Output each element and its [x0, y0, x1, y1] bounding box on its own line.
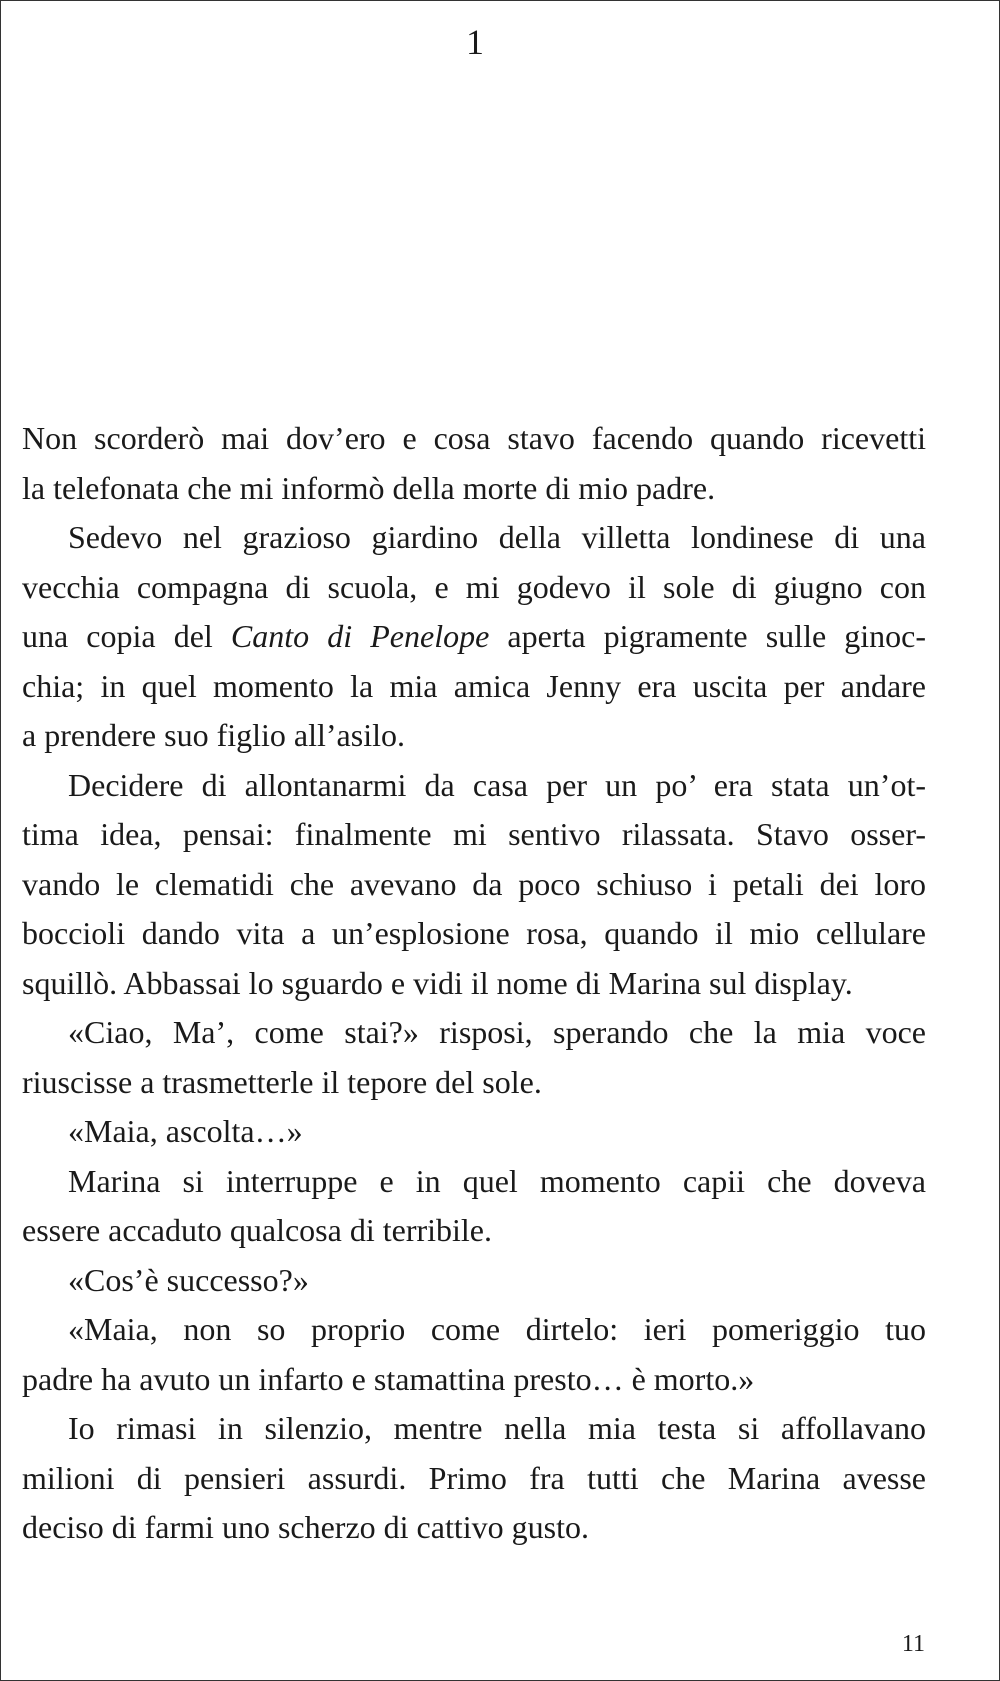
paragraph: [22, 414, 926, 513]
paragraph: [22, 1305, 926, 1404]
text-segment: aperta pigramente sulle ginoc-: [489, 618, 927, 654]
text-line: «Ciao, Ma’, come stai?» risposi, sperando che la mia voce: [68, 1014, 926, 1050]
text-line: chia; in quel momento la mia amica Jenny era uscita per andare: [22, 667, 926, 704]
chapter-body-text: [22, 414, 926, 1553]
paragraph: [22, 513, 926, 761]
paragraph: [22, 761, 926, 1009]
paragraph: [22, 1107, 926, 1157]
text-line: essere accaduto qualcosa di terribile.: [22, 1212, 492, 1248]
paragraph: [22, 1404, 926, 1553]
text-line: riuscisse a trasmetterle il tepore del sole.: [22, 1063, 542, 1100]
text-line: boccioli dando vita a un’esplosione rosa, quando il mio cellulare: [22, 915, 926, 951]
text-line: deciso di farmi uno scherzo di cattivo gusto.: [22, 1509, 589, 1545]
text-line: la telefonata che mi informò della morte di mio padre.: [22, 469, 716, 506]
paragraph: [22, 1157, 926, 1256]
text-line: Non scorderò mai dov’ero e cosa stavo facendo quando ricevetti: [22, 420, 926, 456]
chapter-number: 1: [466, 22, 484, 62]
text-line: «Maia, non so proprio come dirtelo: ieri pomeriggio tuo: [68, 1311, 926, 1347]
text-line: vecchia compagna di scuola, e mi godevo il sole di giugno con: [22, 568, 926, 605]
paragraph: [22, 1008, 926, 1107]
book-title: Canto di Penelope: [230, 618, 490, 654]
page-number: 11: [901, 1631, 925, 1657]
text-line: padre ha avuto un infarto e stamattina presto… è morto.»: [22, 1360, 755, 1397]
text-line: [22, 612, 926, 662]
text-line: squillò. Abbassai lo sguardo e vidi il nome di Marina sul display.: [22, 964, 853, 1001]
text-line: Io rimasi in silenzio, mentre nella mia testa si affollavano: [68, 1410, 926, 1446]
text-line: Marina si interruppe e in quel momento capii che doveva: [68, 1162, 926, 1199]
text-line: Sedevo nel grazioso giardino della villetta londinese di una: [68, 519, 926, 555]
paragraph: [22, 1256, 926, 1306]
text-line: Decidere di allontanarmi da casa per un po’ era stata un’ot-: [68, 766, 926, 803]
text-line: vando le clematidi che avevano da poco schiuso i petali dei loro: [22, 865, 926, 902]
text-line: «Cos’è successo?»: [68, 1261, 309, 1298]
text-line: a prendere suo figlio all’asilo.: [22, 717, 405, 753]
text-line: tima idea, pensai: finalmente mi sentivo rilassata. Stavo osser-: [22, 816, 926, 852]
text-line: milioni di pensieri assurdi. Primo fra tutti che Marina avesse: [22, 1459, 926, 1496]
text-line: «Maia, ascolta…»: [68, 1113, 303, 1149]
text-segment: una copia del: [22, 618, 231, 654]
